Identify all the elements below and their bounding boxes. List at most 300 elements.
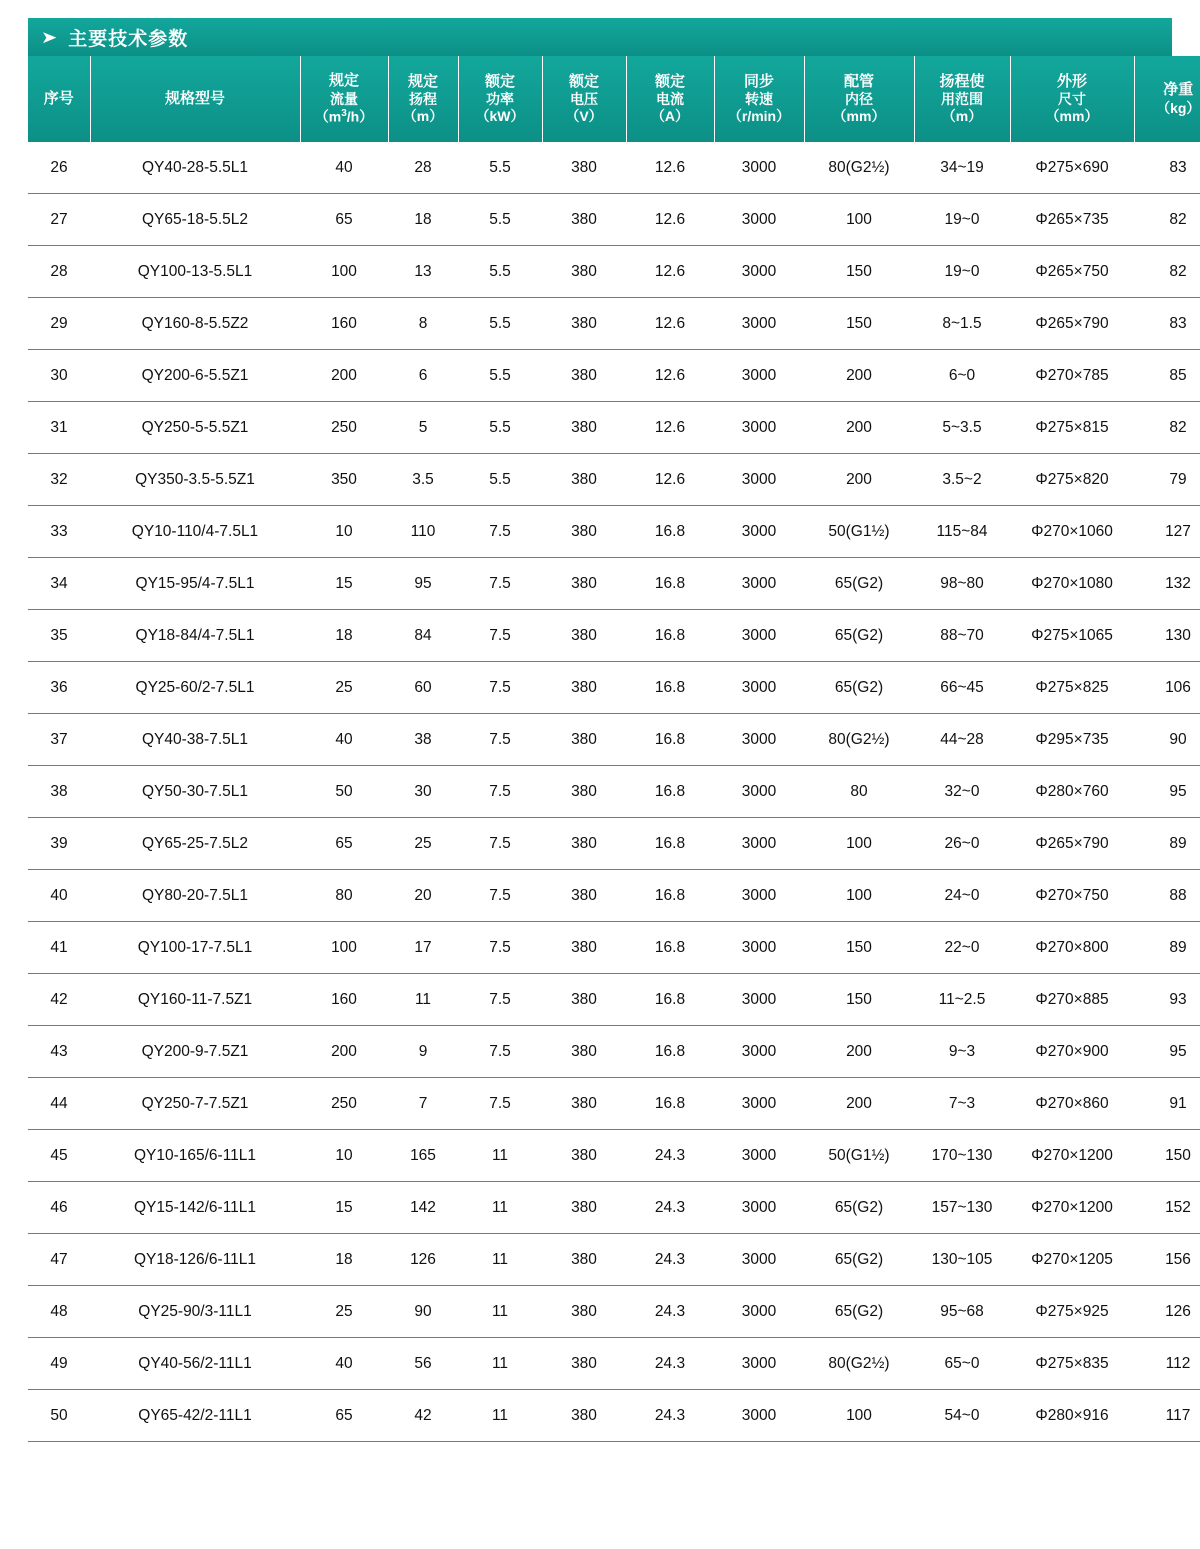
cell-head: 90 bbox=[388, 1286, 458, 1338]
cell-head: 25 bbox=[388, 818, 458, 870]
cell-head: 142 bbox=[388, 1182, 458, 1234]
cell-head: 5 bbox=[388, 402, 458, 454]
cell-index: 31 bbox=[28, 402, 90, 454]
cell-head: 9 bbox=[388, 1026, 458, 1078]
cell-dimensions: Φ270×1205 bbox=[1010, 1234, 1134, 1286]
cell-weight: 82 bbox=[1134, 402, 1200, 454]
cell-power: 7.5 bbox=[458, 870, 542, 922]
cell-model: QY160-11-7.5Z1 bbox=[90, 974, 300, 1026]
cell-pipe-diameter: 150 bbox=[804, 298, 914, 350]
cell-head: 30 bbox=[388, 766, 458, 818]
cell-voltage: 380 bbox=[542, 1338, 626, 1390]
cell-current: 16.8 bbox=[626, 1078, 714, 1130]
cell-index: 38 bbox=[28, 766, 90, 818]
cell-power: 5.5 bbox=[458, 142, 542, 194]
cell-index: 35 bbox=[28, 610, 90, 662]
cell-weight: 79 bbox=[1134, 454, 1200, 506]
cell-speed: 3000 bbox=[714, 558, 804, 610]
cell-flow: 250 bbox=[300, 402, 388, 454]
cell-index: 27 bbox=[28, 194, 90, 246]
cell-head-range: 98~80 bbox=[914, 558, 1010, 610]
cell-index: 46 bbox=[28, 1182, 90, 1234]
cell-index: 34 bbox=[28, 558, 90, 610]
cell-index: 49 bbox=[28, 1338, 90, 1390]
cell-model: QY65-42/2-11L1 bbox=[90, 1390, 300, 1442]
cell-power: 7.5 bbox=[458, 1026, 542, 1078]
cell-model: QY200-9-7.5Z1 bbox=[90, 1026, 300, 1078]
table-row bbox=[28, 506, 1200, 558]
cell-voltage: 380 bbox=[542, 1078, 626, 1130]
cell-flow: 40 bbox=[300, 1338, 388, 1390]
cell-pipe-diameter: 100 bbox=[804, 194, 914, 246]
cell-dimensions: Φ265×750 bbox=[1010, 246, 1134, 298]
cell-head: 165 bbox=[388, 1130, 458, 1182]
cell-head: 3.5 bbox=[388, 454, 458, 506]
cell-pipe-diameter: 200 bbox=[804, 454, 914, 506]
cell-current: 24.3 bbox=[626, 1234, 714, 1286]
cell-speed: 3000 bbox=[714, 922, 804, 974]
cell-model: QY200-6-5.5Z1 bbox=[90, 350, 300, 402]
cell-current: 12.6 bbox=[626, 142, 714, 194]
cell-voltage: 380 bbox=[542, 922, 626, 974]
page-title: 主要技术参数 bbox=[68, 28, 189, 50]
cell-index: 50 bbox=[28, 1390, 90, 1442]
cell-flow: 15 bbox=[300, 558, 388, 610]
cell-speed: 3000 bbox=[714, 1286, 804, 1338]
col-header-voltage: 额定 电压 （V） bbox=[542, 56, 626, 142]
cell-flow: 10 bbox=[300, 506, 388, 558]
cell-index: 45 bbox=[28, 1130, 90, 1182]
cell-head: 17 bbox=[388, 922, 458, 974]
cell-power: 5.5 bbox=[458, 350, 542, 402]
cell-model: QY15-142/6-11L1 bbox=[90, 1182, 300, 1234]
cell-flow: 15 bbox=[300, 1182, 388, 1234]
table-row bbox=[28, 454, 1200, 506]
cell-voltage: 380 bbox=[542, 1130, 626, 1182]
cell-head: 126 bbox=[388, 1234, 458, 1286]
table-row bbox=[28, 350, 1200, 402]
cell-pipe-diameter: 150 bbox=[804, 922, 914, 974]
cell-voltage: 380 bbox=[542, 194, 626, 246]
cell-speed: 3000 bbox=[714, 454, 804, 506]
cell-flow: 100 bbox=[300, 922, 388, 974]
cell-head-range: 170~130 bbox=[914, 1130, 1010, 1182]
table-row bbox=[28, 922, 1200, 974]
cell-power: 11 bbox=[458, 1234, 542, 1286]
cell-flow: 65 bbox=[300, 1390, 388, 1442]
cell-flow: 200 bbox=[300, 350, 388, 402]
cell-head-range: 9~3 bbox=[914, 1026, 1010, 1078]
cell-current: 16.8 bbox=[626, 818, 714, 870]
cell-pipe-diameter: 80(G2½) bbox=[804, 142, 914, 194]
cell-current: 16.8 bbox=[626, 922, 714, 974]
cell-current: 24.3 bbox=[626, 1390, 714, 1442]
cell-flow: 25 bbox=[300, 662, 388, 714]
cell-current: 16.8 bbox=[626, 558, 714, 610]
cell-power: 11 bbox=[458, 1182, 542, 1234]
cell-voltage: 380 bbox=[542, 610, 626, 662]
cell-head: 42 bbox=[388, 1390, 458, 1442]
cell-voltage: 380 bbox=[542, 246, 626, 298]
cell-flow: 18 bbox=[300, 1234, 388, 1286]
cell-speed: 3000 bbox=[714, 1234, 804, 1286]
cell-dimensions: Φ270×900 bbox=[1010, 1026, 1134, 1078]
cell-power: 7.5 bbox=[458, 818, 542, 870]
cell-dimensions: Φ275×835 bbox=[1010, 1338, 1134, 1390]
cell-current: 12.6 bbox=[626, 454, 714, 506]
col-header-head-range: 扬程使 用范围 （m） bbox=[914, 56, 1010, 142]
cell-dimensions: Φ265×790 bbox=[1010, 818, 1134, 870]
cell-current: 16.8 bbox=[626, 714, 714, 766]
cell-voltage: 380 bbox=[542, 454, 626, 506]
cell-dimensions: Φ275×815 bbox=[1010, 402, 1134, 454]
cell-model: QY40-28-5.5L1 bbox=[90, 142, 300, 194]
table-row bbox=[28, 1182, 1200, 1234]
col-header-current: 额定 电流 （A） bbox=[626, 56, 714, 142]
cell-dimensions: Φ270×750 bbox=[1010, 870, 1134, 922]
table-row bbox=[28, 662, 1200, 714]
cell-speed: 3000 bbox=[714, 818, 804, 870]
cell-pipe-diameter: 65(G2) bbox=[804, 610, 914, 662]
cell-dimensions: Φ265×790 bbox=[1010, 298, 1134, 350]
cell-head-range: 6~0 bbox=[914, 350, 1010, 402]
cell-current: 24.3 bbox=[626, 1286, 714, 1338]
cell-head-range: 19~0 bbox=[914, 246, 1010, 298]
cell-model: QY40-38-7.5L1 bbox=[90, 714, 300, 766]
cell-weight: 130 bbox=[1134, 610, 1200, 662]
cell-head: 7 bbox=[388, 1078, 458, 1130]
cell-weight: 90 bbox=[1134, 714, 1200, 766]
cell-model: QY10-165/6-11L1 bbox=[90, 1130, 300, 1182]
cell-speed: 3000 bbox=[714, 1390, 804, 1442]
cell-flow: 65 bbox=[300, 818, 388, 870]
cell-pipe-diameter: 65(G2) bbox=[804, 1182, 914, 1234]
cell-flow: 80 bbox=[300, 870, 388, 922]
cell-head: 18 bbox=[388, 194, 458, 246]
cell-index: 30 bbox=[28, 350, 90, 402]
cell-power: 11 bbox=[458, 1286, 542, 1338]
cell-voltage: 380 bbox=[542, 142, 626, 194]
cell-power: 11 bbox=[458, 1130, 542, 1182]
cell-power: 5.5 bbox=[458, 194, 542, 246]
col-header-index: 序号 bbox=[28, 56, 90, 142]
cell-pipe-diameter: 200 bbox=[804, 402, 914, 454]
cell-index: 47 bbox=[28, 1234, 90, 1286]
cell-speed: 3000 bbox=[714, 142, 804, 194]
cell-index: 41 bbox=[28, 922, 90, 974]
cell-head: 28 bbox=[388, 142, 458, 194]
cell-head-range: 32~0 bbox=[914, 766, 1010, 818]
cell-head-range: 8~1.5 bbox=[914, 298, 1010, 350]
table-row bbox=[28, 558, 1200, 610]
cell-dimensions: Φ270×885 bbox=[1010, 974, 1134, 1026]
cell-current: 24.3 bbox=[626, 1182, 714, 1234]
table-row bbox=[28, 766, 1200, 818]
table-row bbox=[28, 714, 1200, 766]
cell-model: QY100-17-7.5L1 bbox=[90, 922, 300, 974]
cell-dimensions: Φ295×735 bbox=[1010, 714, 1134, 766]
cell-current: 16.8 bbox=[626, 610, 714, 662]
cell-weight: 117 bbox=[1134, 1390, 1200, 1442]
cell-speed: 3000 bbox=[714, 766, 804, 818]
cell-pipe-diameter: 65(G2) bbox=[804, 1286, 914, 1338]
cell-head: 56 bbox=[388, 1338, 458, 1390]
table-header-row bbox=[28, 56, 1200, 142]
cell-current: 16.8 bbox=[626, 870, 714, 922]
table-row bbox=[28, 1130, 1200, 1182]
cell-weight: 83 bbox=[1134, 298, 1200, 350]
cell-index: 42 bbox=[28, 974, 90, 1026]
cell-speed: 3000 bbox=[714, 1130, 804, 1182]
cell-speed: 3000 bbox=[714, 610, 804, 662]
table-body bbox=[28, 142, 1200, 1442]
cell-dimensions: Φ270×1200 bbox=[1010, 1130, 1134, 1182]
cell-speed: 3000 bbox=[714, 870, 804, 922]
cell-head-range: 26~0 bbox=[914, 818, 1010, 870]
col-header-head: 规定 扬程 （m） bbox=[388, 56, 458, 142]
cell-flow: 100 bbox=[300, 246, 388, 298]
cell-index: 37 bbox=[28, 714, 90, 766]
cell-pipe-diameter: 50(G1½) bbox=[804, 506, 914, 558]
cell-dimensions: Φ270×1200 bbox=[1010, 1182, 1134, 1234]
cell-pipe-diameter: 65(G2) bbox=[804, 1234, 914, 1286]
cell-speed: 3000 bbox=[714, 1182, 804, 1234]
cell-head-range: 130~105 bbox=[914, 1234, 1010, 1286]
cell-index: 33 bbox=[28, 506, 90, 558]
cell-model: QY25-60/2-7.5L1 bbox=[90, 662, 300, 714]
cell-model: QY250-5-5.5Z1 bbox=[90, 402, 300, 454]
cell-flow: 200 bbox=[300, 1026, 388, 1078]
col-header-flow: 规定 流量 $(m^3/h)$ bbox=[300, 56, 388, 142]
cell-power: 7.5 bbox=[458, 714, 542, 766]
cell-head-range: 22~0 bbox=[914, 922, 1010, 974]
cell-weight: 83 bbox=[1134, 142, 1200, 194]
cell-pipe-diameter: 80(G2½) bbox=[804, 714, 914, 766]
cell-head-range: 34~19 bbox=[914, 142, 1010, 194]
cell-model: QY160-8-5.5Z2 bbox=[90, 298, 300, 350]
cell-current: 16.8 bbox=[626, 974, 714, 1026]
cell-model: QY65-18-5.5L2 bbox=[90, 194, 300, 246]
cell-current: 16.8 bbox=[626, 766, 714, 818]
cell-pipe-diameter: 150 bbox=[804, 974, 914, 1026]
cell-pipe-diameter: 100 bbox=[804, 870, 914, 922]
cell-power: 7.5 bbox=[458, 558, 542, 610]
cell-head: 13 bbox=[388, 246, 458, 298]
col-header-weight: 净重 （kg） bbox=[1134, 56, 1200, 142]
cell-current: 24.3 bbox=[626, 1130, 714, 1182]
cell-model: QY40-56/2-11L1 bbox=[90, 1338, 300, 1390]
cell-model: QY350-3.5-5.5Z1 bbox=[90, 454, 300, 506]
cell-voltage: 380 bbox=[542, 506, 626, 558]
cell-speed: 3000 bbox=[714, 402, 804, 454]
cell-flow: 250 bbox=[300, 1078, 388, 1130]
cell-voltage: 380 bbox=[542, 298, 626, 350]
cell-voltage: 380 bbox=[542, 1390, 626, 1442]
cell-speed: 3000 bbox=[714, 1078, 804, 1130]
cell-speed: 3000 bbox=[714, 1026, 804, 1078]
cell-head-range: 65~0 bbox=[914, 1338, 1010, 1390]
cell-index: 39 bbox=[28, 818, 90, 870]
cell-weight: 91 bbox=[1134, 1078, 1200, 1130]
cell-speed: 3000 bbox=[714, 714, 804, 766]
cell-weight: 112 bbox=[1134, 1338, 1200, 1390]
table-row bbox=[28, 1026, 1200, 1078]
cell-weight: 152 bbox=[1134, 1182, 1200, 1234]
cell-speed: 3000 bbox=[714, 194, 804, 246]
cell-current: 12.6 bbox=[626, 298, 714, 350]
table-row bbox=[28, 1286, 1200, 1338]
cell-current: 16.8 bbox=[626, 1026, 714, 1078]
cell-weight: 82 bbox=[1134, 246, 1200, 298]
cell-pipe-diameter: 100 bbox=[804, 818, 914, 870]
cell-head-range: 44~28 bbox=[914, 714, 1010, 766]
cell-dimensions: Φ265×735 bbox=[1010, 194, 1134, 246]
cell-model: QY25-90/3-11L1 bbox=[90, 1286, 300, 1338]
cell-head-range: 3.5~2 bbox=[914, 454, 1010, 506]
cell-voltage: 380 bbox=[542, 350, 626, 402]
cell-speed: 3000 bbox=[714, 506, 804, 558]
cell-pipe-diameter: 65(G2) bbox=[804, 558, 914, 610]
cell-voltage: 380 bbox=[542, 558, 626, 610]
cell-flow: 160 bbox=[300, 974, 388, 1026]
cell-head-range: 7~3 bbox=[914, 1078, 1010, 1130]
cell-head: 84 bbox=[388, 610, 458, 662]
cell-head: 95 bbox=[388, 558, 458, 610]
cell-power: 7.5 bbox=[458, 506, 542, 558]
cell-dimensions: Φ280×760 bbox=[1010, 766, 1134, 818]
cell-power: 7.5 bbox=[458, 766, 542, 818]
cell-power: 5.5 bbox=[458, 402, 542, 454]
cell-power: 5.5 bbox=[458, 246, 542, 298]
cell-head-range: 66~45 bbox=[914, 662, 1010, 714]
cell-index: 32 bbox=[28, 454, 90, 506]
cell-head-range: 157~130 bbox=[914, 1182, 1010, 1234]
cell-current: 12.6 bbox=[626, 194, 714, 246]
cell-dimensions: Φ275×690 bbox=[1010, 142, 1134, 194]
col-header-speed: 同步 转速 （r/min） bbox=[714, 56, 804, 142]
cell-pipe-diameter: 150 bbox=[804, 246, 914, 298]
cell-weight: 82 bbox=[1134, 194, 1200, 246]
table-row bbox=[28, 246, 1200, 298]
cell-dimensions: Φ280×916 bbox=[1010, 1390, 1134, 1442]
spec-table bbox=[28, 56, 1200, 1442]
cell-voltage: 380 bbox=[542, 818, 626, 870]
cell-flow: 350 bbox=[300, 454, 388, 506]
cell-power: 11 bbox=[458, 1390, 542, 1442]
cell-current: 16.8 bbox=[626, 662, 714, 714]
table-row bbox=[28, 142, 1200, 194]
cell-index: 40 bbox=[28, 870, 90, 922]
cell-model: QY18-126/6-11L1 bbox=[90, 1234, 300, 1286]
cell-model: QY100-13-5.5L1 bbox=[90, 246, 300, 298]
cell-head: 38 bbox=[388, 714, 458, 766]
cell-speed: 3000 bbox=[714, 662, 804, 714]
cell-dimensions: Φ270×1060 bbox=[1010, 506, 1134, 558]
cell-pipe-diameter: 100 bbox=[804, 1390, 914, 1442]
cell-flow: 65 bbox=[300, 194, 388, 246]
cell-model: QY250-7-7.5Z1 bbox=[90, 1078, 300, 1130]
cell-pipe-diameter: 80(G2½) bbox=[804, 1338, 914, 1390]
cell-current: 12.6 bbox=[626, 402, 714, 454]
table-row bbox=[28, 402, 1200, 454]
cell-pipe-diameter: 65(G2) bbox=[804, 662, 914, 714]
cell-dimensions: Φ275×820 bbox=[1010, 454, 1134, 506]
cell-flow: 40 bbox=[300, 714, 388, 766]
cell-dimensions: Φ270×1080 bbox=[1010, 558, 1134, 610]
cell-model: QY18-84/4-7.5L1 bbox=[90, 610, 300, 662]
cell-index: 48 bbox=[28, 1286, 90, 1338]
cell-model: QY15-95/4-7.5L1 bbox=[90, 558, 300, 610]
cell-flow: 160 bbox=[300, 298, 388, 350]
table-row bbox=[28, 1234, 1200, 1286]
cell-voltage: 380 bbox=[542, 766, 626, 818]
col-header-pipe-diameter: 配管 内径 （mm） bbox=[804, 56, 914, 142]
cell-power: 7.5 bbox=[458, 610, 542, 662]
cell-weight: 150 bbox=[1134, 1130, 1200, 1182]
cell-pipe-diameter: 200 bbox=[804, 1026, 914, 1078]
cell-power: 5.5 bbox=[458, 298, 542, 350]
cell-model: QY65-25-7.5L2 bbox=[90, 818, 300, 870]
cell-voltage: 380 bbox=[542, 974, 626, 1026]
section-header bbox=[28, 18, 1172, 56]
cell-dimensions: Φ270×785 bbox=[1010, 350, 1134, 402]
cell-current: 16.8 bbox=[626, 506, 714, 558]
cell-pipe-diameter: 200 bbox=[804, 350, 914, 402]
cell-power: 7.5 bbox=[458, 1078, 542, 1130]
col-header-model: 规格型号 bbox=[90, 56, 300, 142]
cell-weight: 85 bbox=[1134, 350, 1200, 402]
cell-voltage: 380 bbox=[542, 1234, 626, 1286]
cell-dimensions: Φ270×860 bbox=[1010, 1078, 1134, 1130]
cell-weight: 106 bbox=[1134, 662, 1200, 714]
cell-power: 7.5 bbox=[458, 662, 542, 714]
cell-voltage: 380 bbox=[542, 402, 626, 454]
cell-pipe-diameter: 80 bbox=[804, 766, 914, 818]
cell-voltage: 380 bbox=[542, 662, 626, 714]
cell-power: 5.5 bbox=[458, 454, 542, 506]
cell-head-range: 19~0 bbox=[914, 194, 1010, 246]
cell-weight: 95 bbox=[1134, 766, 1200, 818]
cell-head: 20 bbox=[388, 870, 458, 922]
cell-speed: 3000 bbox=[714, 1338, 804, 1390]
cell-speed: 3000 bbox=[714, 974, 804, 1026]
table-row bbox=[28, 1390, 1200, 1442]
cell-model: QY10-110/4-7.5L1 bbox=[90, 506, 300, 558]
cell-speed: 3000 bbox=[714, 350, 804, 402]
cell-weight: 127 bbox=[1134, 506, 1200, 558]
cell-head-range: 95~68 bbox=[914, 1286, 1010, 1338]
cell-voltage: 380 bbox=[542, 714, 626, 766]
cell-voltage: 380 bbox=[542, 1286, 626, 1338]
cell-flow: 10 bbox=[300, 1130, 388, 1182]
chevron-right-icon: ➤ bbox=[40, 27, 58, 47]
cell-head-range: 88~70 bbox=[914, 610, 1010, 662]
cell-speed: 3000 bbox=[714, 298, 804, 350]
cell-head-range: 5~3.5 bbox=[914, 402, 1010, 454]
cell-head: 11 bbox=[388, 974, 458, 1026]
cell-head-range: 54~0 bbox=[914, 1390, 1010, 1442]
col-header-power: 额定 功率 （kW） bbox=[458, 56, 542, 142]
table-row bbox=[28, 974, 1200, 1026]
cell-index: 28 bbox=[28, 246, 90, 298]
table-row bbox=[28, 1078, 1200, 1130]
cell-weight: 95 bbox=[1134, 1026, 1200, 1078]
cell-head: 60 bbox=[388, 662, 458, 714]
cell-weight: 93 bbox=[1134, 974, 1200, 1026]
cell-index: 29 bbox=[28, 298, 90, 350]
cell-current: 24.3 bbox=[626, 1338, 714, 1390]
cell-flow: 25 bbox=[300, 1286, 388, 1338]
